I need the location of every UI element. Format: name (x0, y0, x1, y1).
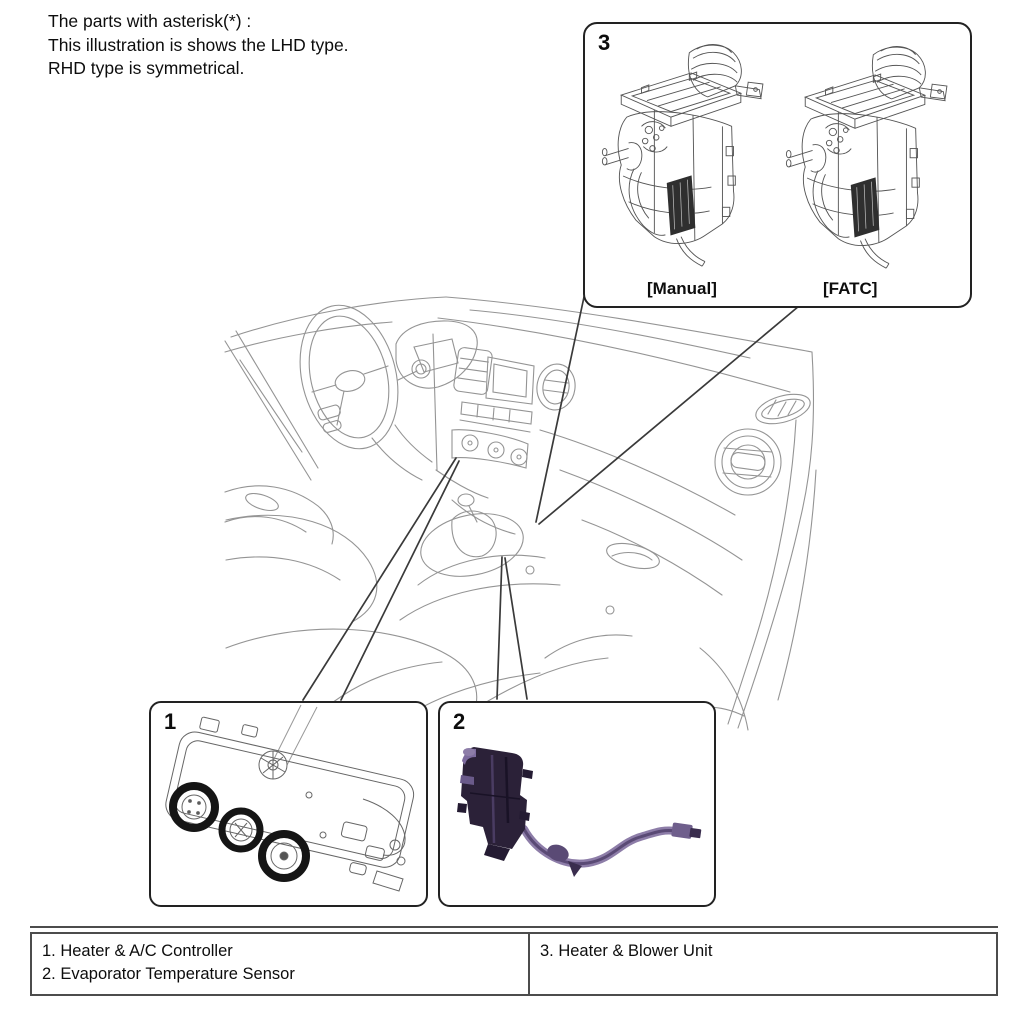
legend-item-3: 3. Heater & Blower Unit (540, 942, 713, 960)
hvac-unit-manual-illustration (602, 44, 763, 266)
note-line-2: This illustration is shows the LHD type. (48, 34, 349, 55)
leader-line-box1-b (341, 461, 459, 700)
legend-top-rule (30, 926, 998, 928)
evaporator-temperature-sensor-photo (440, 703, 710, 901)
legend-item-1: 1. Heater & A/C Controller (42, 942, 233, 960)
leader-line-box2-a (497, 557, 502, 699)
callout-box-1 (149, 701, 428, 907)
leader-line-box1-a (303, 458, 456, 700)
note-line-1: The parts with asterisk(*) : (48, 11, 252, 31)
leader-line-box3-b (539, 306, 799, 524)
label-manual: [Manual] (647, 279, 717, 298)
dashboard-drawing (225, 295, 816, 736)
callout-number-1: 1 (164, 709, 177, 734)
legend-table (30, 926, 998, 996)
heater-blower-unit-illustrations (585, 24, 966, 274)
label-fatc: [FATC] (823, 279, 878, 298)
leader-lines (303, 297, 799, 700)
legend-item-2: 2. Evaporator Temperature Sensor (42, 964, 295, 983)
callout-box-3 (583, 22, 972, 308)
legend-cell-left (32, 934, 530, 994)
note-line-3: RHD type is symmetrical. (48, 58, 245, 78)
hvac-unit-fatc-illustration (786, 46, 947, 268)
legend-cell-right (530, 934, 996, 994)
callout-number-2: 2 (453, 709, 466, 734)
callout-box-2 (438, 701, 716, 907)
leader-line-box3-a (536, 297, 584, 522)
heater-ac-controller-illustration (151, 703, 422, 901)
callout-number-3: 3 (598, 30, 611, 55)
